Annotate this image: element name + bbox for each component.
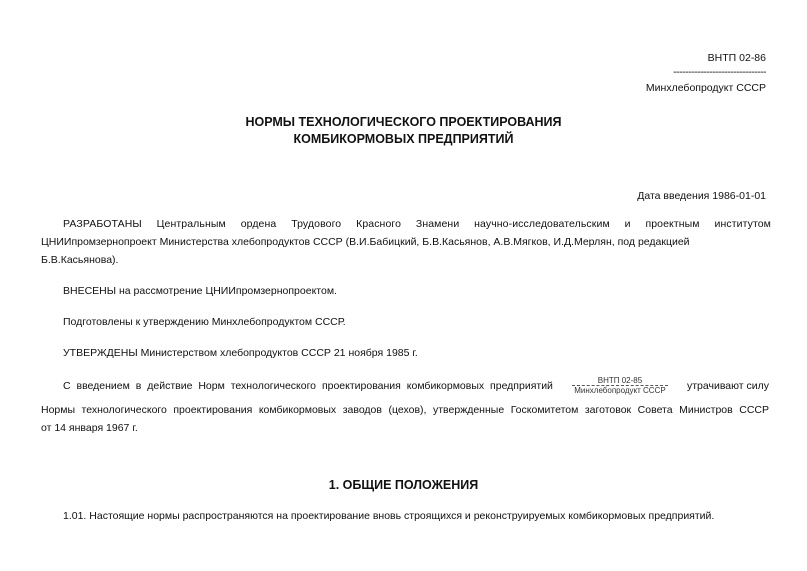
stamp-organization: Минхлебопродукт СССР bbox=[574, 386, 666, 395]
title-line-1: НОРМЫ ТЕХНОЛОГИЧЕСКОГО ПРОЕКТИРОВАНИЯ bbox=[245, 115, 562, 129]
replace-line-1-end: утрачивают силу bbox=[686, 379, 769, 392]
paragraph-1-01: 1.01. Настоящие нормы распространяются на проектирование вновь строящихся и реконструируемых комбикормовых предприятий. bbox=[63, 510, 715, 522]
developed-paragraph bbox=[41, 215, 771, 269]
section-1-heading: 1. ОБЩИЕ ПОЛОЖЕНИЯ bbox=[328, 478, 479, 492]
doc-code: ВНТП 02-86 bbox=[707, 52, 766, 64]
developed-line-3: Б.В.Касьянова). bbox=[41, 254, 119, 266]
approved-paragraph: УТВЕРЖДЕНЫ Министерством хлебопродуктов СССР 21 ноября 1985 г. bbox=[63, 347, 418, 359]
replace-paragraph-rest bbox=[41, 401, 769, 437]
intro-date: Дата введения 1986-01-01 bbox=[637, 190, 766, 202]
organization: Минхлебопродукт СССР bbox=[645, 82, 766, 94]
replace-line-2: Нормы технологического проектирования комбикормовых заводов (цехов), утвержденные Госкомитетом заготовок Совета Министров СССР bbox=[41, 404, 769, 416]
document-title bbox=[0, 114, 807, 148]
header-separator: ------------------------------- bbox=[673, 66, 766, 78]
replace-line-1-start: С введением в действие Норм технологического проектирования комбикормовых предприятий bbox=[63, 379, 553, 392]
stamp-code: ВНТП 02-85 bbox=[572, 376, 667, 386]
doc-reference-stamp bbox=[572, 376, 667, 395]
developed-line-1: РАЗРАБОТАНЫ Центральным ордена Трудового Красного Знамени научно-исследовательским и проектным институтом bbox=[63, 218, 771, 230]
title-line-2: КОМБИКОРМОВЫХ ПРЕДПРИЯТИЙ bbox=[293, 132, 514, 146]
replace-line-1 bbox=[63, 376, 769, 395]
submitted-paragraph: ВНЕСЕНЫ на рассмотрение ЦНИИпромзернопроектом. bbox=[63, 285, 337, 297]
developed-line-2: ЦНИИпромзернопроект Министерства хлебопродуктов СССР (В.И.Бабицкий, Б.В.Касьянов, А.В.Мягков, И.Д.Мерлян, под редакцией bbox=[41, 236, 690, 248]
prepared-paragraph: Подготовлены к утверждению Минхлебопродуктом СССР. bbox=[63, 316, 346, 328]
replace-line-3: от 14 января 1967 г. bbox=[41, 422, 138, 434]
